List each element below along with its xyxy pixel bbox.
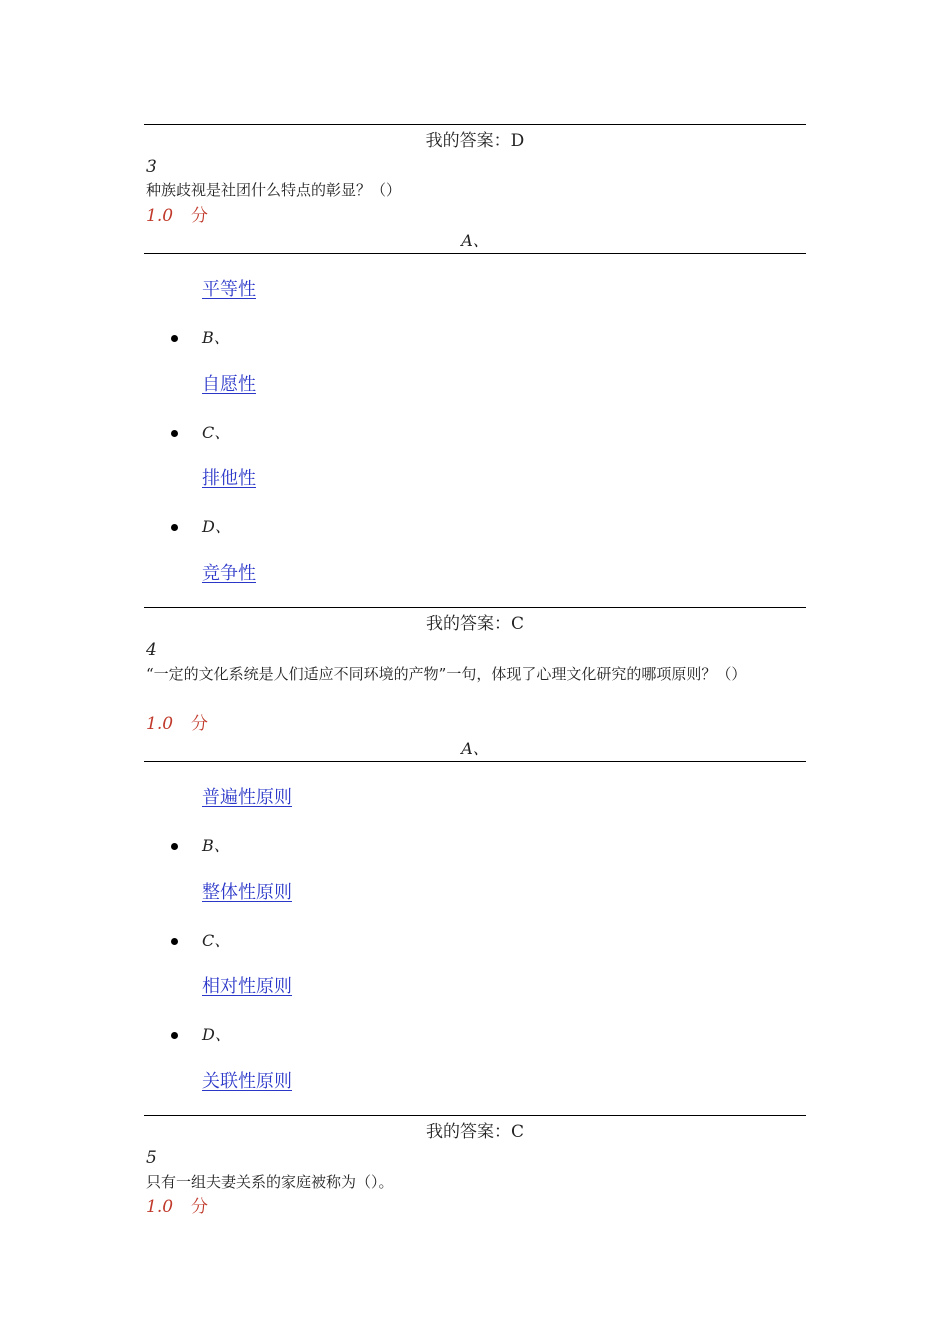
divider — [144, 607, 806, 608]
score-unit: 分 — [191, 1197, 209, 1217]
question-text: 种族歧视是社团什么特点的彰显？（） — [146, 181, 402, 199]
my-answer: 我的答案：C — [425, 614, 524, 634]
score-value: 1.0 — [146, 206, 174, 226]
question-number: 4 — [146, 640, 157, 660]
option-letter-d: D、 — [202, 517, 231, 536]
question-score — [146, 205, 208, 227]
my-answer: 我的答案：D — [425, 131, 525, 151]
option-letter-c: C、 — [202, 931, 231, 950]
question-number: 3 — [146, 157, 157, 177]
question-score — [146, 1196, 208, 1218]
bullet-icon — [171, 938, 178, 945]
option-link-c[interactable]: 相对性原则 — [202, 976, 292, 997]
bullet-icon — [171, 430, 178, 437]
divider — [144, 1115, 806, 1116]
bullet-icon — [171, 1032, 178, 1039]
divider — [144, 124, 806, 125]
divider — [144, 253, 806, 254]
question-number: 5 — [146, 1148, 157, 1168]
score-unit: 分 — [191, 206, 209, 226]
option-link-a[interactable]: 普遍性原则 — [202, 787, 292, 808]
question-score — [146, 713, 208, 735]
option-letter-b: B、 — [202, 836, 230, 855]
bullet-icon — [171, 524, 178, 531]
score-unit: 分 — [191, 714, 209, 734]
bullet-icon — [171, 335, 178, 342]
option-letter-c: C、 — [202, 423, 231, 442]
option-letter-b: B、 — [202, 328, 230, 347]
option-link-b[interactable]: 自愿性 — [202, 374, 256, 395]
option-link-d[interactable]: 竞争性 — [202, 563, 256, 584]
option-link-c[interactable]: 排他性 — [202, 468, 256, 489]
option-letter-d: D、 — [202, 1025, 231, 1044]
question-text: 只有一组夫妻关系的家庭被称为（）。 — [146, 1173, 394, 1191]
question-text: “一定的文化系统是人们适应不同环境的产物”一句，体现了心理文化研究的哪项原则？（） — [146, 665, 747, 683]
option-link-d[interactable]: 关联性原则 — [202, 1071, 292, 1092]
option-link-a[interactable]: 平等性 — [202, 279, 256, 300]
score-value: 1.0 — [146, 714, 174, 734]
option-link-b[interactable]: 整体性原则 — [202, 882, 292, 903]
my-answer: 我的答案：C — [425, 1122, 524, 1142]
option-letter-a: A、 — [461, 739, 489, 758]
score-value: 1.0 — [146, 1197, 174, 1217]
bullet-icon — [171, 843, 178, 850]
option-letter-a: A、 — [461, 231, 489, 250]
divider — [144, 761, 806, 762]
